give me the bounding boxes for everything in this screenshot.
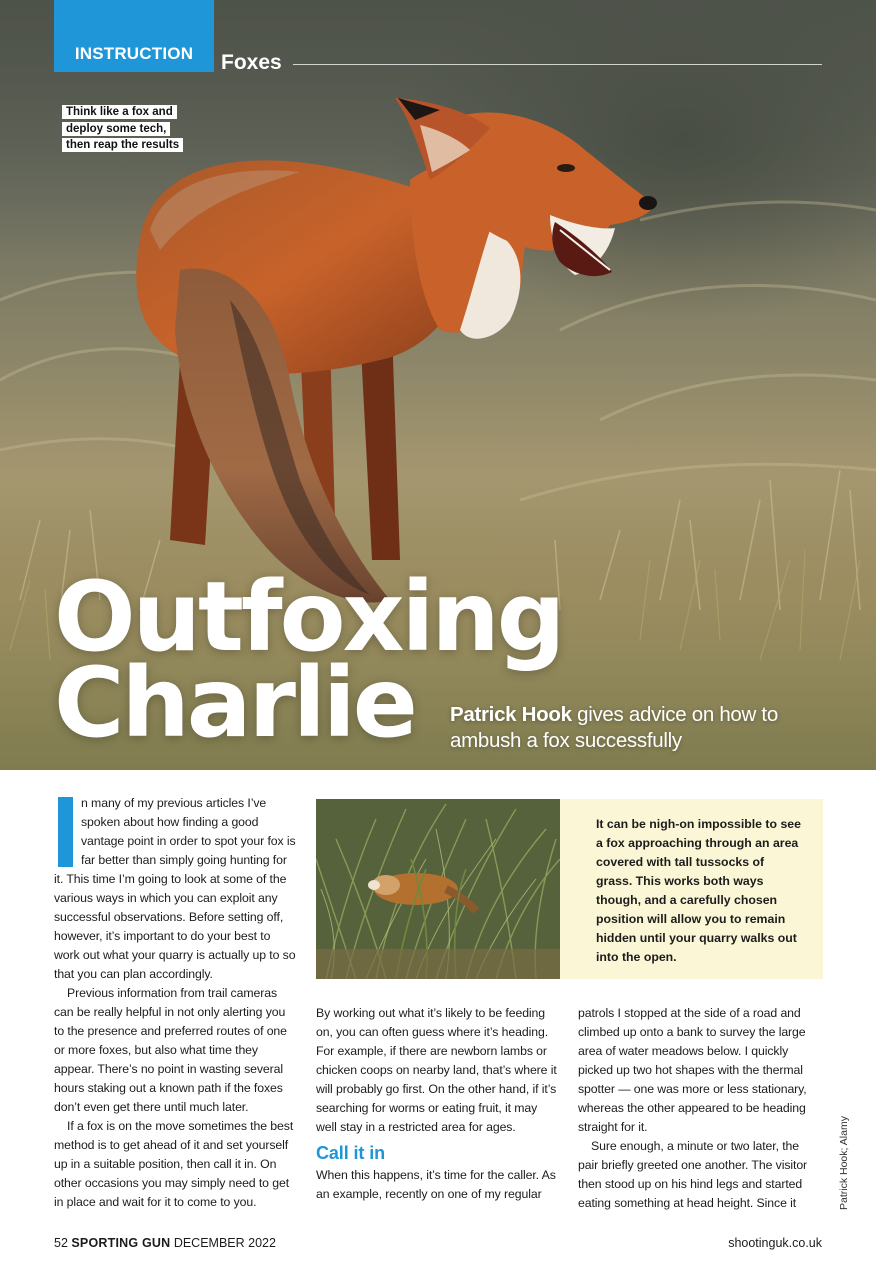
standfirst-line-3: then reap the results [62, 138, 183, 152]
headline-line-1: Outfoxing [54, 561, 563, 673]
standfirst-line-2: deploy some tech, [62, 122, 170, 136]
website-link[interactable]: shootinguk.co.uk [728, 1236, 822, 1250]
paragraph: If a fox is on the move sometimes the best method is to get ahead of it and set yourself up in a suitable position, then call it in. On other occasions you may simply need to get in place and wait for it to come to you. [54, 1119, 294, 1209]
section-tag: INSTRUCTION [54, 0, 214, 72]
paragraph: Sure enough, a minute or two later, the pair briefly greeted one another. The visitor then stood up on his hind legs and started eating something at head height. Since it [578, 1139, 808, 1210]
article-column-3 [578, 1004, 822, 1213]
photo-caption: It can be nigh-on impossible to see a fox approaching through an area covered with tall tussocks of grass. This works both ways though, and a carefully chosen position will allow you to remain hidden until your quarry walks out into the open. [560, 799, 823, 979]
page-number: 52 [54, 1236, 68, 1250]
headline-line-2: Charlie [54, 647, 415, 759]
paragraph: By working out what it’s likely to be feeding on, you can often guess where it’s heading. For example, if there are newborn lambs or chicken coops on nearby land, that’s where it will probably go first. On the other hand, if it’s searching for worms or eating fruit, it may well stay in a restricted area for ages. [316, 1006, 557, 1134]
paragraph: When this happens, it’s time for the caller. As an example, recently on one of my regular [316, 1168, 556, 1201]
section-divider [293, 64, 822, 65]
paragraph: n many of my previous articles I’ve spoken about how finding a good vantage point in order to spot your fox is far better than simply going hunting for it. This time I’m going to look at some of the various ways in which you can exploit any successful observations. Before setting off, however, it’s important to do your best to work out what your quarry is actually up to so that you can plan accordingly. [54, 796, 296, 981]
byline [450, 702, 790, 754]
fox-in-grass-photo [316, 799, 560, 979]
page-footer [54, 1236, 276, 1250]
article-column-2 [316, 1004, 560, 1204]
drop-cap: I [58, 797, 73, 867]
article-column-1 [54, 794, 296, 1212]
grass-tussock-image [316, 799, 560, 979]
standfirst [62, 104, 262, 154]
paragraph: patrols I stopped at the side of a road and climbed up onto a bank to survey the large area of water meadows below. I quickly picked up two hot shapes with the thermal spotter — one was more or less stationary, whereas the other appeared to be heading straight for it. [578, 1006, 807, 1134]
photo-credit: Patrick Hook; Alamy [838, 1116, 850, 1210]
standfirst-line-1: Think like a fox and [62, 105, 177, 119]
byline-author: Patrick Hook [450, 703, 572, 726]
publication-name: SPORTING GUN [71, 1236, 171, 1250]
byline-text: gives advice on how to ambush a fox successfully [450, 703, 778, 752]
paragraph: Previous information from trail cameras can be really helpful in not only alerting you to the presence and preferred routes of one or more foxes, but also what time they appear. There’s no point in wasting several hours staking out a known path if the foxes don’t even get there until much later. [54, 986, 287, 1114]
subheading: Call it in [316, 1143, 386, 1163]
issue-date: DECEMBER 2022 [173, 1236, 276, 1250]
section-name: Foxes [221, 51, 282, 74]
